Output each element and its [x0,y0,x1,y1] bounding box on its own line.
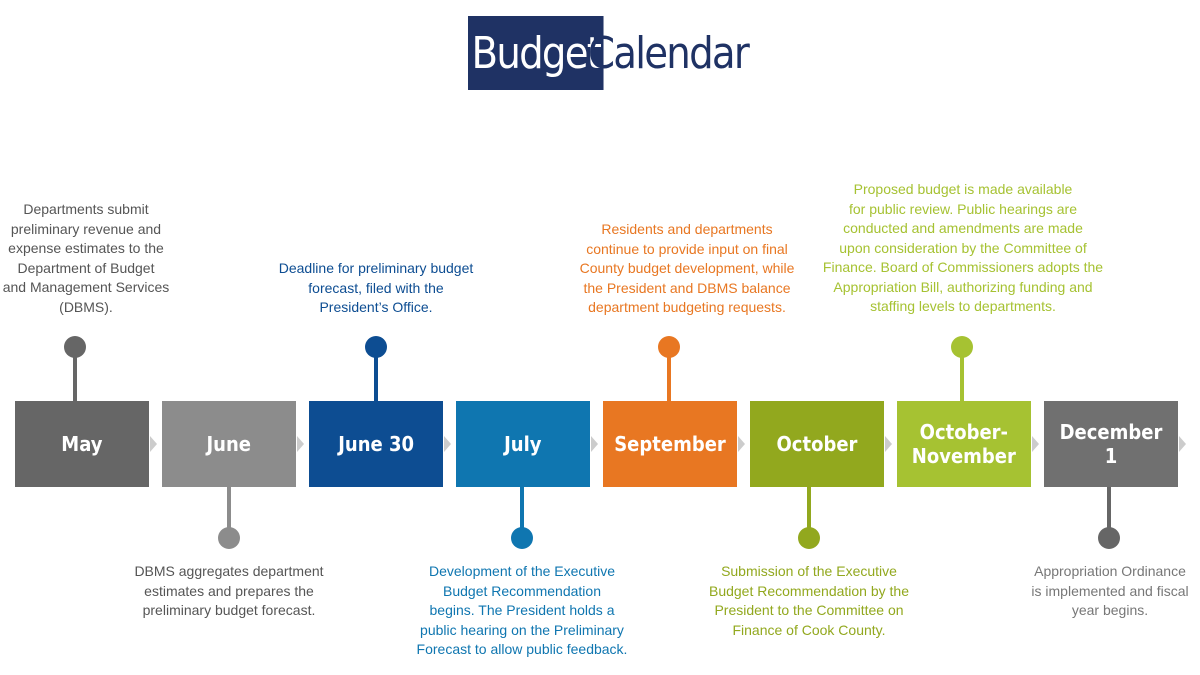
description-line: staffing levels to departments. [870,298,1056,314]
description-line: Finance of Cook County. [732,621,886,638]
stage-label-december-1: December 1 [1059,420,1163,468]
description-line: Residents and departments [601,221,773,237]
description-line: (DBMS). [59,298,113,315]
stage-july [456,401,590,487]
description-june [118,562,340,621]
stage-october [750,401,884,487]
arrow-icon [885,436,892,452]
description-may [0,200,172,317]
description-line: year begins. [1071,602,1149,618]
description-line: the President and DBMS balance [583,279,791,296]
description-line: Finance. Board of Commissioners adopts the [822,259,1104,275]
description-line: expense estimates to the [8,240,164,256]
marker-dot-september [658,336,680,358]
marker-dot-october [798,527,820,549]
description-line: estimates and prepares the [144,582,314,599]
marker-dot-october-november [951,336,973,358]
description-line: Submission of the Executive [721,563,897,579]
stage-label-october: October [776,432,858,456]
stage-label-may: May [61,432,103,456]
description-line: upon consideration by the Committee of [839,239,1087,256]
stage-may [15,401,149,487]
arrow-icon [738,436,745,452]
description-line: DBMS aggregates department [134,563,324,579]
connector-september [667,353,671,401]
stage-september [603,401,737,487]
description-line: Budget Recommendation by the [708,582,909,599]
description-line: conducted and amendments are made [843,220,1083,236]
arrow-icon [1032,436,1039,452]
connector-october-november [960,353,964,401]
description-line: Proposed budget is made available [853,181,1073,197]
stage-june-30 [309,401,443,487]
connector-july [520,487,524,532]
stage-label-october-november: October- November [911,420,1017,468]
description-line: preliminary budget forecast. [142,602,316,618]
arrow-icon [591,436,598,452]
description-line: continue to provide input on final [586,240,788,257]
description-line: Department of Budget [17,259,155,276]
marker-dot-july [511,527,533,549]
stage-december-1 [1044,401,1178,487]
description-line: Appropriation Bill, authorizing funding and [833,278,1093,295]
description-line: forecast, filed with the [308,279,444,296]
description-line: and Management Services [2,279,170,295]
description-june-30 [262,259,490,318]
stage-label-july: July [504,432,542,456]
description-october [694,562,924,640]
description-line: County budget development, while [579,260,795,276]
description-line: Deadline for preliminary budget [278,260,474,276]
connector-may [73,353,77,401]
description-line: President to the Committee on [714,602,904,618]
marker-dot-june-30 [365,336,387,358]
description-line: preliminary revenue and [10,220,162,237]
stage-label-september: September [614,432,726,456]
description-line: Appropriation Ordinance [1034,563,1186,579]
description-line: Departments submit [23,201,149,217]
connector-october [807,487,811,532]
description-october-november [812,180,1114,317]
title-rest: Calendar [588,27,749,79]
title-highlight: Budget [468,16,604,90]
arrow-icon [297,436,304,452]
stage-october-november [897,401,1031,487]
stage-label-june-30: June 30 [338,432,414,456]
description-line: begins. The President holds a [429,602,615,618]
description-july [400,562,644,660]
stage-june [162,401,296,487]
description-september [562,220,812,318]
connector-december-1 [1107,487,1111,532]
description-line: Forecast to allow public feedback. [416,641,628,657]
connector-june [227,487,231,532]
marker-dot-june [218,527,240,549]
description-line: public hearing on the Preliminary [420,621,624,638]
stage-label-june: June [206,432,252,456]
arrow-icon [150,436,157,452]
arrow-icon [1179,436,1186,452]
description-line: President’s Office. [319,299,433,315]
description-line: is implemented and fiscal [1031,582,1189,599]
description-line: department budgeting requests. [588,299,786,315]
description-line: Budget Recommendation [443,582,601,599]
description-line: Development of the Executive [429,563,615,579]
connector-june-30 [374,353,378,401]
arrow-icon [444,436,451,452]
marker-dot-may [64,336,86,358]
description-december-1 [1022,562,1198,621]
description-line: for public review. Public hearings are [848,200,1077,217]
marker-dot-december-1 [1098,527,1120,549]
